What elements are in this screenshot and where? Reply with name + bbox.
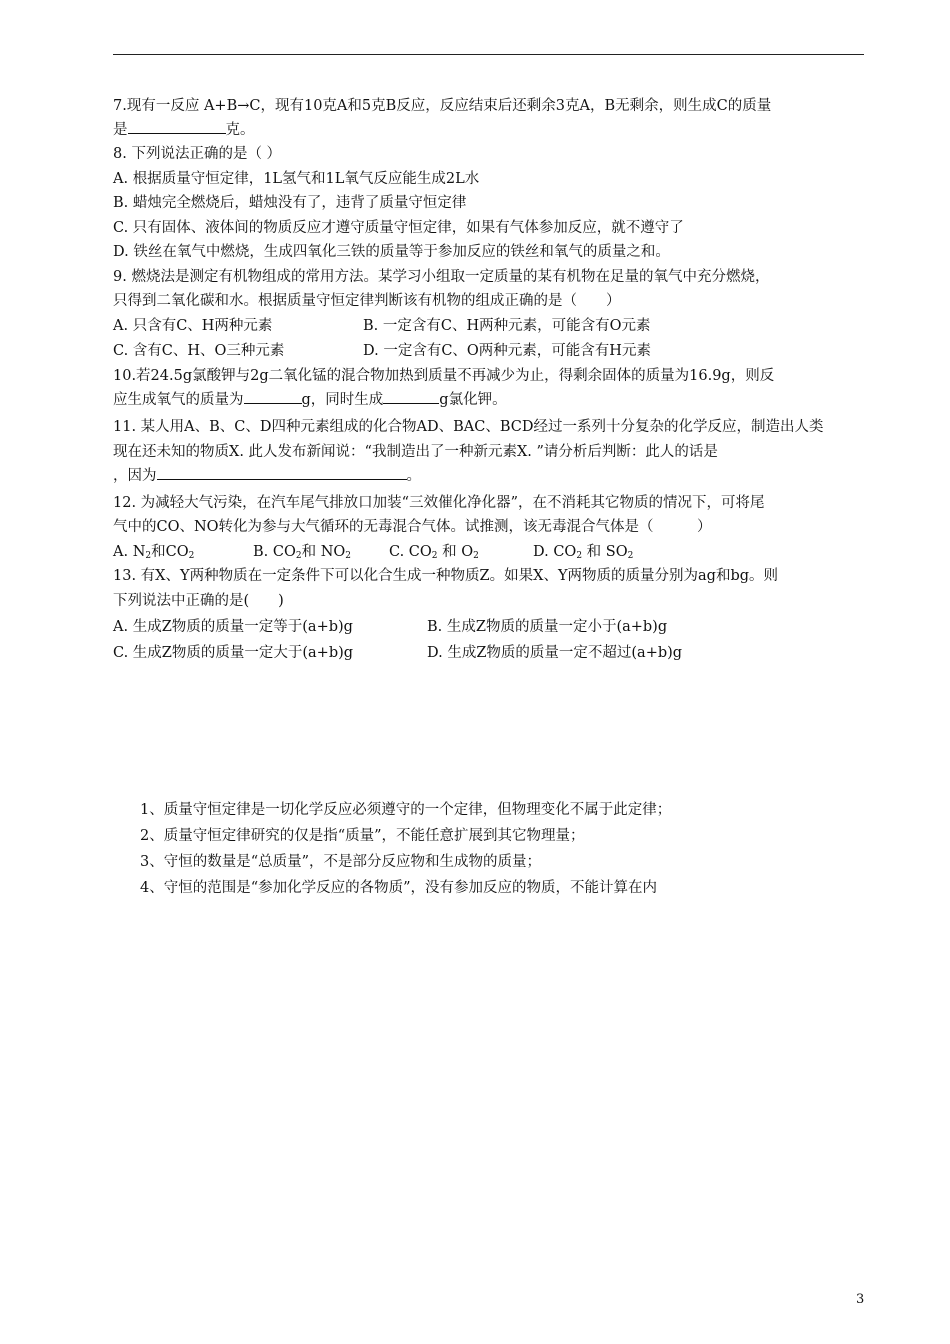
page-number: 3 xyxy=(856,1292,865,1307)
q12-option-b: B. $CO_2$和 $NO_2$ xyxy=(253,544,352,561)
q9-option-d: D. 一定含有C、O两种元素，可能含有H元素 xyxy=(363,343,651,359)
q10-line2 xyxy=(113,388,507,412)
q12-option-a: A. $N_2$和$CO_2$ xyxy=(113,544,195,561)
q10-text-mid: g，同时生成 xyxy=(301,392,384,408)
q10-line1: 10.若24.5g氯酸钾与2g二氧化锰的混合物加热到质量不再减少为止，得剩余固体的质量为16.9g，则反 xyxy=(113,368,775,384)
q13-line1: 13. 有X、Y两种物质在一定条件下可以化合生成一种物质Z。如果X、Y两物质的质量分别为ag和bg。则 xyxy=(113,568,779,584)
note-4: 4、守恒的范围是“参加化学反应的各物质”，没有参加反应的物质，不能计算在内 xyxy=(140,880,658,896)
q9-option-a: A. 只含有C、H两种元素 xyxy=(113,318,273,334)
note-2: 2、质量守恒定律研究的仅是指“质量”，不能任意扩展到其它物理量； xyxy=(140,828,585,844)
q7-line2 xyxy=(113,118,255,142)
q8-stem: 8. 下列说法正确的是（ ） xyxy=(113,146,282,162)
q13-option-c: C. 生成Z物质的质量一定大于(a+b)g xyxy=(113,645,354,661)
header-rule xyxy=(113,54,864,55)
note-1: 1、质量守恒定律是一切化学反应必须遵守的一个定律，但物理变化不属于此定律； xyxy=(140,802,672,818)
note-3: 3、守恒的数量是“总质量”，不是部分反应物和生成物的质量； xyxy=(140,854,542,870)
q11-reason-blank[interactable] xyxy=(157,464,407,480)
q7-line1: 7.现有一反应 A+B→C，现有10克A和5克B反应，反应结束后还剩余3克A，B无剩余，则生成C的质量 xyxy=(113,98,772,114)
q13-line2: 下列说法中正确的是( ) xyxy=(113,593,284,609)
q7-answer-blank[interactable] xyxy=(128,118,226,134)
q7-text-post: 克。 xyxy=(225,122,255,138)
q13-option-d: D. 生成Z物质的质量一定不超过(a+b)g xyxy=(427,645,683,661)
q7-text-pre: 是 xyxy=(113,122,128,138)
q8-option-c: C. 只有固体、液体间的物质反应才遵守质量守恒定律，如果有气体参加反应，就不遵守了 xyxy=(113,220,684,236)
q8-option-b: B. 蜡烛完全燃烧后，蜡烛没有了，违背了质量守恒定律 xyxy=(113,195,467,211)
q10-text-pre: 应生成氧气的质量为 xyxy=(113,392,244,408)
q9-line1: 9. 燃烧法是测定有机物组成的常用方法。某学习小组取一定质量的某有机物在足量的氧气中充分燃烧， xyxy=(113,269,770,285)
q8-option-a: A. 根据质量守恒定律，1L氢气和1L氧气反应能生成2L水 xyxy=(113,171,480,187)
q9-option-c: C. 含有C、H、O三种元素 xyxy=(113,343,285,359)
q8-option-d: D. 铁丝在氧气中燃烧，生成四氧化三铁的质量等于参加反应的铁丝和氧气的质量之和。 xyxy=(113,244,670,260)
q11-line3 xyxy=(113,464,421,488)
q13-option-b: B. 生成Z物质的质量一定小于(a+b)g xyxy=(427,619,668,635)
q10-text-post: g氯化钾。 xyxy=(439,392,507,408)
q11-line1: 11. 某人用A、B、C、D四种元素组成的化合物AD、BAC、BCD经过一系列十分复杂的化学反应，制造出人类 xyxy=(113,419,824,435)
q12-line1: 12. 为减轻大气污染，在汽车尾气排放口加装“三效催化净化器”，在不消耗其它物质的情况下，可将尾 xyxy=(113,495,765,511)
q9-line2: 只得到二氧化碳和水。根据质量守恒定律判断该有机物的组成正确的是（ ） xyxy=(113,293,621,309)
q12-option-d: D. $CO_2$ 和 $SO_2$ xyxy=(533,544,634,561)
q9-option-b: B. 一定含有C、H两种元素，可能含有O元素 xyxy=(363,318,651,334)
q12-line2: 气中的CO、NO转化为参与大气循环的无毒混合气体。试推测，该无毒混合气体是（ ） xyxy=(113,519,712,535)
q11-text-pre: ，因为 xyxy=(113,468,157,484)
q11-text-post: 。 xyxy=(406,468,421,484)
q12-option-c: C. $CO_2$ 和 $O_2$ xyxy=(389,544,479,561)
q11-line2: 现在还未知的物质X. 此人发布新闻说：“我制造出了一种新元素X. ”请分析后判断：此人的话是 xyxy=(113,444,718,460)
q10-oxygen-blank[interactable] xyxy=(244,388,302,404)
q10-kcl-blank[interactable] xyxy=(383,388,439,404)
q13-option-a: A. 生成Z物质的质量一定等于(a+b)g xyxy=(113,619,353,635)
